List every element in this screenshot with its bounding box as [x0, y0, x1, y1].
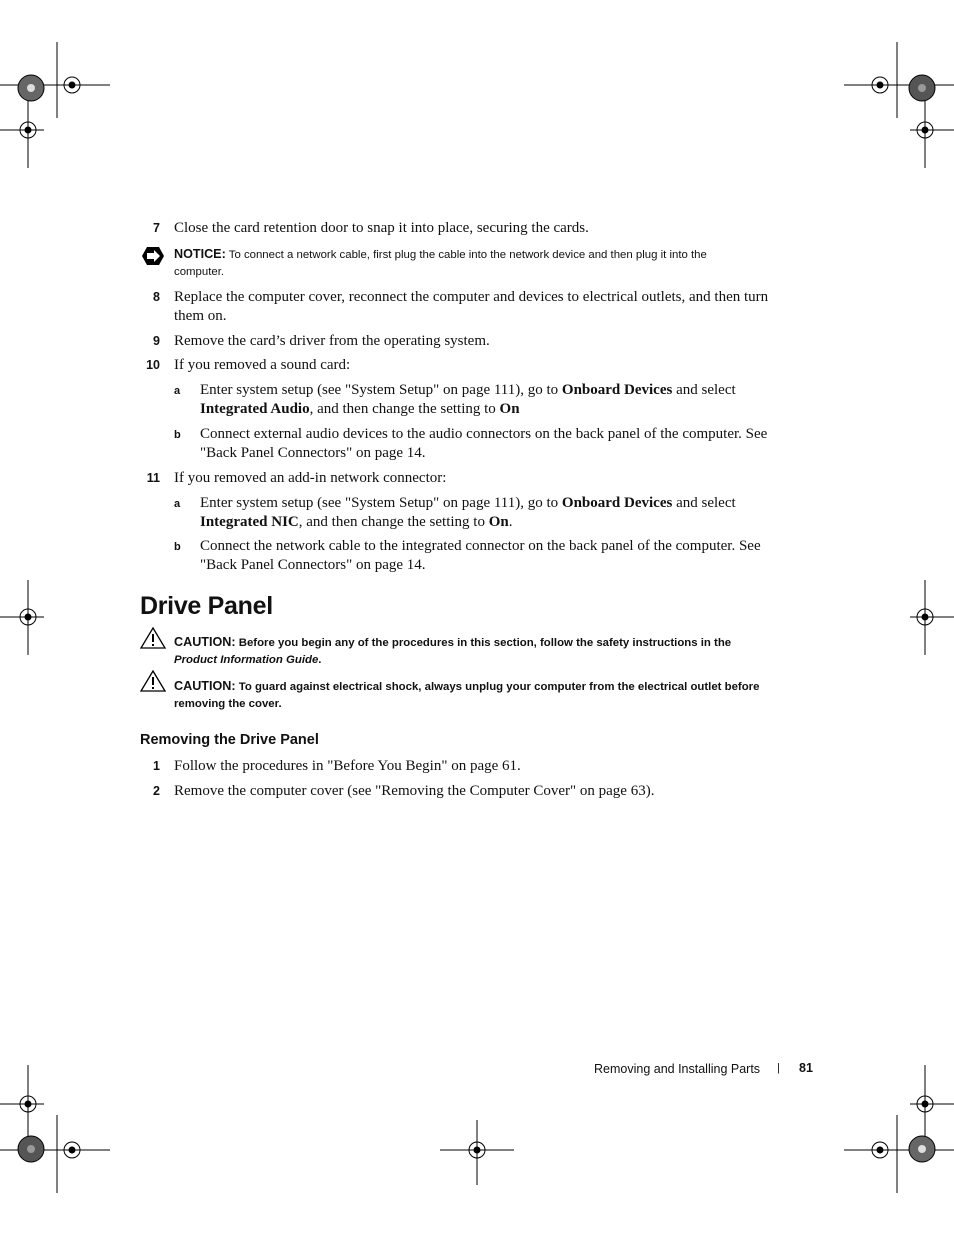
- footer-separator: |: [777, 1062, 780, 1074]
- setting-name-integrated-nic: Integrated NIC: [200, 514, 299, 530]
- step-number: 8: [153, 290, 160, 304]
- caution-triangle-icon: [140, 627, 166, 649]
- caution-label: CAUTION:: [174, 635, 236, 649]
- substep-letter: b: [174, 541, 181, 553]
- substep-text-part: .: [508, 514, 513, 530]
- substep-letter: a: [174, 385, 181, 397]
- substep-text-part: and select: [672, 495, 736, 511]
- step-text: Remove the card’s driver from the operating system.: [174, 333, 490, 349]
- substep-text-part: Enter system setup (see "System Setup" on page 111), go to: [200, 382, 562, 398]
- substep-line: Connect external audio devices to the audio connectors on the back panel of the computer. See: [200, 426, 768, 442]
- substep-text: [200, 494, 820, 532]
- document-title-product-information-guide: Product Information Guide: [174, 654, 319, 666]
- crop-mark-bottom-left: [0, 1065, 110, 1193]
- step-text: [174, 288, 814, 326]
- caution-text: [174, 634, 814, 669]
- subsection-title: Removing the Drive Panel: [140, 732, 319, 748]
- substep-text: [200, 537, 820, 575]
- step-number: 10: [146, 358, 160, 372]
- crop-mark-bottom-right: [844, 1065, 954, 1193]
- step-text: If you removed an add-in network connector:: [174, 470, 447, 486]
- step-number: 1: [153, 759, 160, 773]
- notice-line1: To connect a network cable, first plug the cable into the network device and then plug it into the: [228, 249, 707, 261]
- menu-name-onboard-devices: Onboard Devices: [561, 382, 673, 398]
- notice-label: NOTICE:: [174, 247, 226, 261]
- substep-text-part: , and then change the setting to: [309, 401, 500, 417]
- footer-chapter-title: Removing and Installing Parts: [594, 1062, 761, 1076]
- caution-line1: To guard against electrical shock, always unplug your computer from the electrical outlet before: [238, 681, 760, 693]
- crop-mark-top-right: [844, 42, 954, 168]
- setting-name-integrated-audio: Integrated Audio: [200, 401, 310, 417]
- substep-letter: a: [174, 498, 181, 510]
- substep-text: [200, 381, 820, 419]
- step-text: Follow the procedures in "Before You Begin" on page 61.: [174, 758, 521, 774]
- step-number: 2: [153, 784, 160, 798]
- notice-text: [174, 246, 814, 281]
- step8-line1: Replace the computer cover, reconnect the computer and devices to electrical outlets, and then turn: [174, 289, 769, 305]
- crop-mark-mid-left: [0, 580, 44, 655]
- notice-icon: [141, 246, 165, 266]
- caution-label: CAUTION:: [174, 679, 236, 693]
- caution-text: [174, 678, 814, 713]
- caution-line2: removing the cover.: [174, 698, 282, 710]
- section-title: Drive Panel: [140, 592, 273, 620]
- notice-line2: computer.: [174, 266, 225, 278]
- caution-line1: Before you begin any of the procedures in this section, follow the safety instructions in the: [238, 637, 732, 649]
- page-number: 81: [799, 1061, 813, 1075]
- substep-line: "Back Panel Connectors" on page 14.: [200, 557, 426, 573]
- step-number: 11: [146, 471, 160, 485]
- substep-text-part: , and then change the setting to: [298, 514, 489, 530]
- caution-end: .: [318, 654, 322, 666]
- menu-name-onboard-devices: Onboard Devices: [561, 495, 673, 511]
- caution-triangle-icon: [140, 670, 166, 692]
- setting-value-on: On: [499, 401, 520, 417]
- substep-letter: b: [174, 429, 181, 441]
- step-text: Remove the computer cover (see "Removing the Computer Cover" on page 63).: [174, 783, 655, 799]
- step8-line2: them on.: [174, 308, 227, 324]
- step-text: Close the card retention door to snap it into place, securing the cards.: [174, 220, 589, 236]
- setting-value-on: On: [488, 514, 509, 530]
- substep-line: Connect the network cable to the integrated connector on the back panel of the computer. See: [200, 538, 761, 554]
- substep-text-part: and select: [672, 382, 736, 398]
- step-number: 7: [153, 221, 160, 235]
- substep-text: [200, 425, 820, 463]
- substep-line: "Back Panel Connectors" on page 14.: [200, 445, 426, 461]
- step-number: 9: [153, 334, 160, 348]
- substep-text-part: Enter system setup (see "System Setup" on page 111), go to: [200, 495, 562, 511]
- step-text: If you removed a sound card:: [174, 357, 351, 373]
- crop-mark-top-left: [0, 42, 110, 168]
